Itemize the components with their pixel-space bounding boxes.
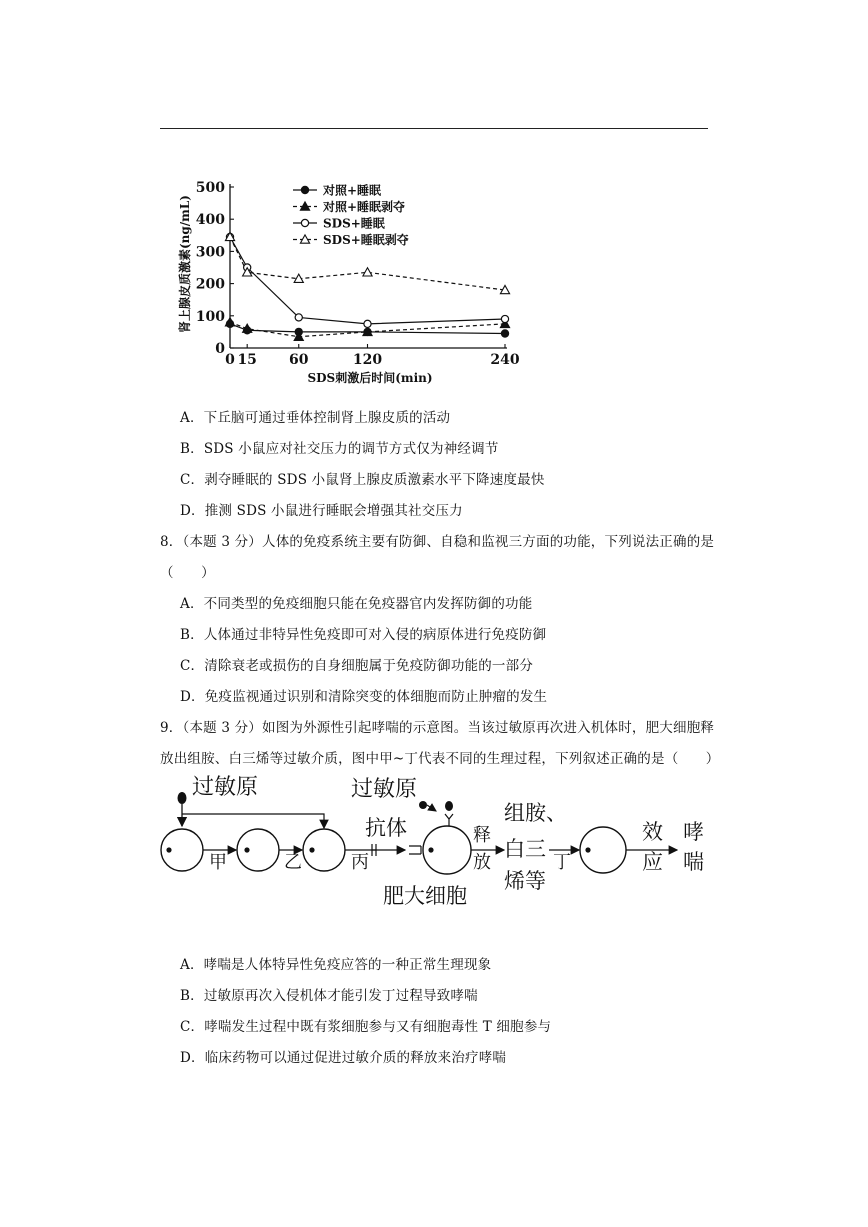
label-release-2: 放 — [473, 852, 491, 873]
q8-option-d: D．免疫监视通过识别和清除突变的体细胞而防止肿瘤的发生 — [180, 689, 548, 705]
allergen-2-particle-left — [419, 801, 427, 809]
x-tick-label: 0 — [225, 352, 235, 368]
legend-swatch-marker — [301, 219, 308, 226]
cell-3 — [303, 829, 345, 871]
q9-stem-continued: 放出组胺、白三烯等过敏介质，图中甲~丁代表不同的生理过程，下列叙述正确的是（ ） — [160, 751, 720, 767]
y-tick-label: 200 — [195, 276, 225, 293]
label-ding: 丁 — [553, 852, 571, 873]
q7-option-b: B．SDS 小鼠应对社交压力的调节方式仅为神经调节 — [180, 441, 499, 457]
q8-option-b: B．人体通过非特异性免疫即可对入侵的病原体进行免疫防御 — [180, 627, 547, 643]
allergen-label-1: 过敏原 — [192, 775, 259, 800]
legend-entry: 对照+睡眠 — [323, 183, 382, 198]
data-point-series-3 — [364, 320, 371, 327]
x-tick-label: 15 — [237, 352, 257, 368]
bound-antibody-side-icon — [409, 846, 421, 854]
corticosteroid-line-chart — [175, 172, 525, 387]
q9-option-a: A．哮喘是人体特异性免疫应答的一种正常生理现象 — [180, 957, 492, 973]
q8-option-c: C．清除衰老或损伤的自身细胞属于免疫防御功能的一部分 — [180, 658, 534, 674]
antibody-free-icon — [372, 844, 376, 856]
legend-swatch-marker — [301, 186, 308, 193]
allergen-to-cell-3-arrow — [182, 814, 324, 828]
q9-option-d: D．临床药物可以通过促进过敏介质的释放来治疗哮喘 — [180, 1050, 507, 1066]
q7-option-d: D．推测 SDS 小鼠进行睡眠会增强其社交压力 — [180, 503, 463, 519]
mast-cell-nucleus — [428, 847, 433, 852]
asthma-mechanism-diagram — [155, 768, 715, 918]
mediator-line-2: 白三 — [504, 837, 546, 861]
y-tick-label: 300 — [195, 244, 225, 261]
y-tick-label: 100 — [195, 308, 225, 325]
mediator-line-3: 烯等 — [504, 869, 546, 893]
series-line-3 — [230, 237, 505, 324]
data-point-series-4 — [363, 268, 372, 276]
label-antibody: 抗体 — [365, 816, 407, 840]
data-point-series-1 — [501, 330, 508, 337]
label-asthma-1: 哮 — [683, 820, 704, 844]
legend-entry: SDS+睡眠 — [323, 216, 385, 231]
x-tick-label: 240 — [490, 352, 520, 368]
legend-entry: 对照+睡眠剥夺 — [323, 200, 406, 214]
label-yi: 乙 — [284, 852, 302, 873]
x-tick-label: 120 — [352, 352, 383, 368]
mediator-line-1: 组胺、 — [504, 801, 567, 825]
q7-option-a: A．下丘脑可通过垂体控制肾上腺皮质的活动 — [180, 410, 451, 426]
cell-2 — [237, 829, 279, 871]
allergen-2-pointer — [427, 805, 436, 811]
q8-answer-blank: （ ） — [160, 565, 215, 581]
x-axis-label: SDS刺激后时间(min) — [307, 371, 433, 385]
label-asthma-2: 喘 — [683, 850, 704, 874]
q9-option-b: B．过敏原再次入侵机体才能引发丁过程导致哮喘 — [180, 988, 478, 1004]
allergen-particle — [178, 792, 187, 804]
label-effect-2: 应 — [642, 850, 663, 874]
q7-option-c: C．剥夺睡眠的 SDS 小鼠肾上腺皮质激素水平下降速度最快 — [180, 472, 545, 488]
data-point-series-3 — [295, 314, 302, 321]
label-mast-cell: 肥大细胞 — [383, 884, 467, 908]
cell-2-nucleus — [244, 847, 249, 852]
y-tick-label: 400 — [195, 212, 225, 229]
x-tick-label: 60 — [289, 352, 309, 368]
y-tick-label: 500 — [195, 180, 225, 196]
header-rule — [160, 128, 708, 129]
bound-antibody-icon — [445, 814, 453, 826]
allergen-2-particle-right — [445, 801, 453, 811]
data-point-series-3 — [501, 315, 508, 322]
label-bing: 丙 — [351, 852, 369, 873]
y-axis-label: 肾上腺皮质激素(ng/mL) — [178, 195, 192, 333]
label-release-1: 释 — [473, 825, 491, 846]
q8-stem: 8．（本题 3 分）人体的免疫系统主要有防御、自稳和监视三方面的功能，下列说法正确的是 — [160, 534, 715, 550]
label-effect-1: 效 — [642, 820, 663, 844]
q8-option-a: A．不同类型的免疫细胞只能在免疫器官内发挥防御的功能 — [180, 596, 533, 612]
target-cell-nucleus — [585, 847, 590, 852]
cell-1-nucleus — [166, 847, 171, 852]
q9-option-c: C．哮喘发生过程中既有浆细胞参与又有细胞毒性 T 细胞参与 — [180, 1019, 552, 1035]
cell-3-nucleus — [309, 847, 314, 852]
label-jia: 甲 — [209, 852, 227, 873]
allergen-label-2: 过敏原 — [351, 777, 418, 802]
q9-stem: 9．（本题 3 分）如图为外源性引起哮喘的示意图。当该过敏原再次进入机体时，肥大细胞释 — [160, 720, 715, 736]
legend-entry: SDS+睡眠剥夺 — [323, 233, 409, 247]
y-tick-label: 0 — [215, 341, 225, 357]
